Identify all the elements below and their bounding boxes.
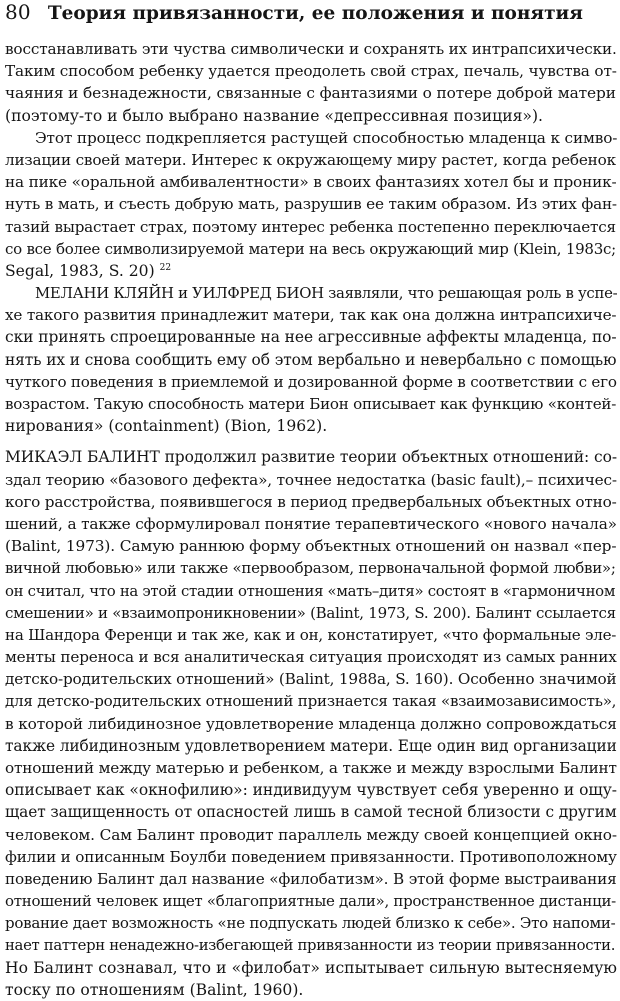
text-line: (Balint, 1973). Самую раннюю форму объектных отношений он назвал «пер- [5, 537, 617, 556]
text-line: здал теорию «базового дефекта», точнее недостатка (basic fault),– психичес- [5, 470, 617, 489]
page-number: 80 [5, 0, 31, 24]
text-line: поведению Балинт дал название «филобатизм». В этой форме выстраивания [5, 869, 617, 888]
body-text [5, 38, 617, 1001]
text-line: отношений между матерью и ребенком, а также и между взрослыми Балинт [5, 759, 617, 777]
footnote-marker[interactable]: 22 [159, 262, 172, 273]
text-line: тазий вырастает страх, поэтому интерес ребенка постепенно переключается [5, 217, 616, 236]
text-line: на Шандора Ференци и так же, как и он, констатирует, «что формальные эле- [5, 625, 617, 644]
text-line: для детско-родительских отношений признается такая «взаимозависимость», [5, 692, 617, 711]
text-line: хе такого развития принадлежит матери, так как она должна интрапсихиче- [5, 306, 617, 325]
text-line: менты переноса и вся аналитическая ситуация происходят из самых ранних [5, 648, 617, 667]
text-line: нуть в мать, и съесть добрую мать, разрушив ее таким образом. Из этих фан- [5, 195, 617, 214]
text-line: лизации своей матери. Интерес к окружающему миру растет, когда ребенок [5, 150, 616, 169]
text-line: на пике «оральной амбивалентности» в своих фантазиях хотел бы и проник- [5, 173, 617, 192]
paragraph-gap [5, 437, 617, 446]
text-line: чуткого поведения в приемлемой и дозированной форме в соответствии с его [5, 372, 617, 391]
text-line: также либидинозным удовлетворением матери. Еще один вид организации [5, 736, 617, 755]
text-line: чаяния и безнадежности, связанные с фантазиями о потере доброй матери [5, 84, 616, 103]
text-line: со все более символизируемой матери на весь окружающий мир (Klein, 1983c; [5, 239, 616, 258]
text-line: он считал, что на этой стадии отношения «мать–дитя» состоят в «гармоничном [5, 581, 616, 600]
text-line: щает защищенность от опасностей лишь в самой тесной близости с другим [5, 803, 617, 822]
text-line [5, 260, 617, 282]
text-line: Но Балинт сознавал, что и «филобат» испытывает сильную вытесняемую [5, 958, 617, 977]
text-line: человеком. Сам Балинт проводит параллель между своей концепцией окно- [5, 825, 617, 844]
text-line: восстанавливать эти чуства символически и сохранять их интрапсихически. [5, 40, 617, 58]
text-line: нирования» (containment) (Bion, 1962). [5, 417, 328, 436]
text-line: МИКАЭЛ БАЛИНТ продолжил развитие теории объектных отношений: со- [5, 448, 617, 467]
text-line: вичной любовью» или также «первообразом, первоначальной формой любви»; [5, 559, 616, 578]
text-line: шений, а также сформулировал понятие терапевтического «нового начала» [5, 514, 617, 533]
text-line: ски принять спроецированные на нее агрессивные аффекты младенца, по- [5, 328, 617, 347]
paragraph [5, 282, 617, 437]
paragraph [5, 127, 617, 282]
text-line: МЕЛАНИ КЛЯЙН и УИЛФРЕД БИОН заявляли, что решающая роль в успе- [35, 284, 617, 303]
running-title: Теория привязанности, ее положения и понятия [47, 3, 583, 24]
text-line: Таким способом ребенку удается преодолеть свой страх, печаль, чувства от- [5, 62, 617, 81]
paragraph [5, 38, 617, 127]
page-header [5, 0, 583, 30]
text-line: тоску по отношениям (Balint, 1960). [5, 980, 304, 999]
text-line: нает паттерн ненадежно-избегающей привязанности из теории привязанности. [5, 936, 616, 954]
text-line: филии и описанным Боулби поведением привязанности. Противоположному [5, 847, 617, 866]
text-line: отношений человек ищет «благоприятные дали», пространственное дистанци- [5, 892, 616, 911]
text-line: Этот процесс подкрепляется растущей способностью младенца к симво- [35, 128, 617, 147]
text-line: нять их и снова сообщить ему об этом вербально и невербально с помощью [5, 350, 617, 369]
text-line: смешении» и «взаимопроникновении» (Balint, 1973, S. 200). Балинт ссылается [5, 603, 616, 622]
paragraph [5, 446, 617, 1001]
text-line: рование дает возможность «не подпускать людей близко к себе». Это напоми- [5, 914, 616, 933]
text-line: кого расстройства, появившегося в период предвербальных объектных отно- [5, 492, 617, 511]
text-line: (поэтому-то и было выбрано название «депрессивная позиция»). [5, 106, 544, 125]
text-line-content: Segal, 1983, S. 20) [5, 261, 155, 280]
text-line: описывает как «окнофилию»: индивидуум чувствует себя уверенно и ощу- [5, 781, 617, 800]
text-line: возрастом. Такую способность матери Бион описывает как функцию «контей- [5, 395, 617, 413]
text-line: в которой либидинозное удовлетворение младенца должно сопровождаться [5, 714, 617, 733]
text-line: детско-родительских отношений» (Balint, 1988a, S. 160). Особенно значимой [5, 670, 617, 689]
